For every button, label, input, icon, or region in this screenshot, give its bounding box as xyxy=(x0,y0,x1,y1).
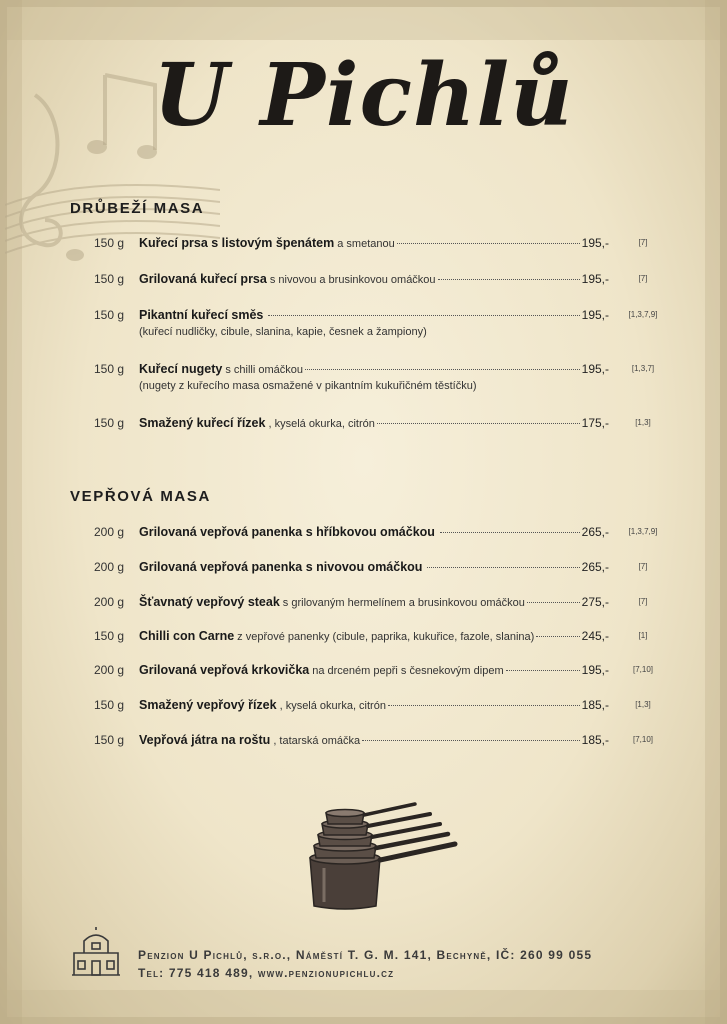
leader-dots xyxy=(427,567,579,568)
menu-item xyxy=(0,236,727,276)
menu-item xyxy=(0,560,727,600)
item-weight: 200 g xyxy=(94,663,125,677)
leader-dots xyxy=(527,602,580,603)
item-allergens: [1,3] xyxy=(635,418,651,427)
item-price: 175,- xyxy=(581,416,609,430)
leader-dots xyxy=(438,279,580,280)
item-allergens: [7] xyxy=(638,562,648,571)
item-weight: 150 g xyxy=(94,308,125,322)
leader-dots xyxy=(268,315,579,316)
item-allergens: [7] xyxy=(638,238,648,247)
item-price: 185,- xyxy=(581,733,609,747)
item-description: s grilovaným hermelínem a brusinkovou omáčkou xyxy=(282,597,525,609)
item-weight: 150 g xyxy=(94,698,125,712)
leader-dots xyxy=(377,423,580,424)
leader-dots xyxy=(362,740,580,741)
item-weight: 150 g xyxy=(94,272,125,286)
item-description: , kyselá okurka, citrón xyxy=(279,700,386,712)
item-weight: 150 g xyxy=(94,733,125,747)
restaurant-title: U Pichlů xyxy=(153,45,574,146)
item-weight: 150 g xyxy=(94,416,125,430)
footer-address: Penzion U Pichlů, s.r.o., Náměstí T. G. M. 141, Bechyně, IČ: 260 99 055 xyxy=(138,948,593,962)
item-name: Pikantní kuřecí směs xyxy=(139,308,264,322)
item-name: Smažený vepřový řízek xyxy=(139,698,277,712)
item-name: Grilovaná vepřová panenka s hříbkovou omáčkou xyxy=(139,525,435,539)
section-title-pork: VEPŘOVÁ MASA xyxy=(70,488,211,505)
item-name: Kuřecí nugety xyxy=(139,362,223,376)
item-description: s chilli omáčkou xyxy=(225,364,303,376)
item-description: , kyselá okurka, citrón xyxy=(268,418,375,430)
menu-item xyxy=(0,733,727,773)
item-price: 265,- xyxy=(581,525,609,539)
footer-contact: Tel: 775 418 489, www.penzionupichlu.cz xyxy=(138,966,395,980)
section-title-poultry: DRŮBEŽÍ MASA xyxy=(70,200,205,217)
item-allergens: [1,3] xyxy=(635,700,651,709)
item-price: 275,- xyxy=(581,595,609,609)
menu-item xyxy=(0,663,727,703)
menu-item xyxy=(0,525,727,565)
item-description: a smetanou xyxy=(337,238,395,250)
item-price: 195,- xyxy=(581,362,609,376)
item-weight: 150 g xyxy=(94,236,125,250)
menu-item xyxy=(0,416,727,456)
item-allergens: [1,3,7] xyxy=(631,364,655,373)
menu-item xyxy=(0,362,727,402)
house-logo-icon xyxy=(68,927,124,979)
item-price: 195,- xyxy=(581,663,609,677)
item-price: 245,- xyxy=(581,629,609,643)
item-allergens: [7] xyxy=(638,597,648,606)
leader-dots xyxy=(397,243,580,244)
leader-dots xyxy=(440,532,580,533)
leader-dots xyxy=(388,705,580,706)
item-price: 195,- xyxy=(581,236,609,250)
item-price: 195,- xyxy=(581,272,609,286)
item-weight: 150 g xyxy=(94,629,125,643)
item-name: Šťavnatý vepřový steak xyxy=(139,595,280,609)
item-description: na drceném pepři s česnekovým dipem xyxy=(312,665,504,677)
menu-item xyxy=(0,272,727,312)
item-weight: 200 g xyxy=(94,595,125,609)
item-name: Vepřová játra na roštu xyxy=(139,733,271,747)
item-subtext: (nugety z kuřecího masa osmažené v pikantním kukuřičném těstíčku) xyxy=(139,380,477,392)
cooking-pots-illustration xyxy=(300,798,460,913)
item-name: Grilovaná vepřová panenka s nivovou omáčkou xyxy=(139,560,423,574)
item-weight: 200 g xyxy=(94,525,125,539)
item-name: Kuřecí prsa s listovým špenátem xyxy=(139,236,335,250)
item-weight: 150 g xyxy=(94,362,125,376)
item-description: z vepřové panenky (cibule, paprika, kukuřice, fazole, slanina) xyxy=(237,631,535,643)
item-allergens: [7] xyxy=(638,274,648,283)
item-description: s nivovou a brusinkovou omáčkou xyxy=(269,274,436,286)
item-allergens: [7,10] xyxy=(632,735,653,744)
item-description: , tatarská omáčka xyxy=(273,735,361,747)
item-name: Grilovaná kuřecí prsa xyxy=(139,272,267,286)
item-allergens: [1,3,7,9] xyxy=(628,310,658,319)
menu-item xyxy=(0,308,727,348)
item-name: Grilovaná vepřová krkovička xyxy=(139,663,310,677)
leader-dots xyxy=(506,670,580,671)
leader-dots xyxy=(305,369,580,370)
item-price: 265,- xyxy=(581,560,609,574)
item-name: Smažený kuřecí řízek xyxy=(139,416,266,430)
item-weight: 200 g xyxy=(94,560,125,574)
item-allergens: [1] xyxy=(638,631,648,640)
item-price: 185,- xyxy=(581,698,609,712)
item-allergens: [7,10] xyxy=(632,665,653,674)
item-name: Chilli con Carne xyxy=(139,629,235,643)
item-subtext: (kuřecí nudličky, cibule, slanina, kapie, česnek a žampiony) xyxy=(139,326,427,338)
item-price: 195,- xyxy=(581,308,609,322)
menu-item xyxy=(0,698,727,738)
item-allergens: [1,3,7,9] xyxy=(628,527,658,536)
leader-dots xyxy=(536,636,579,637)
